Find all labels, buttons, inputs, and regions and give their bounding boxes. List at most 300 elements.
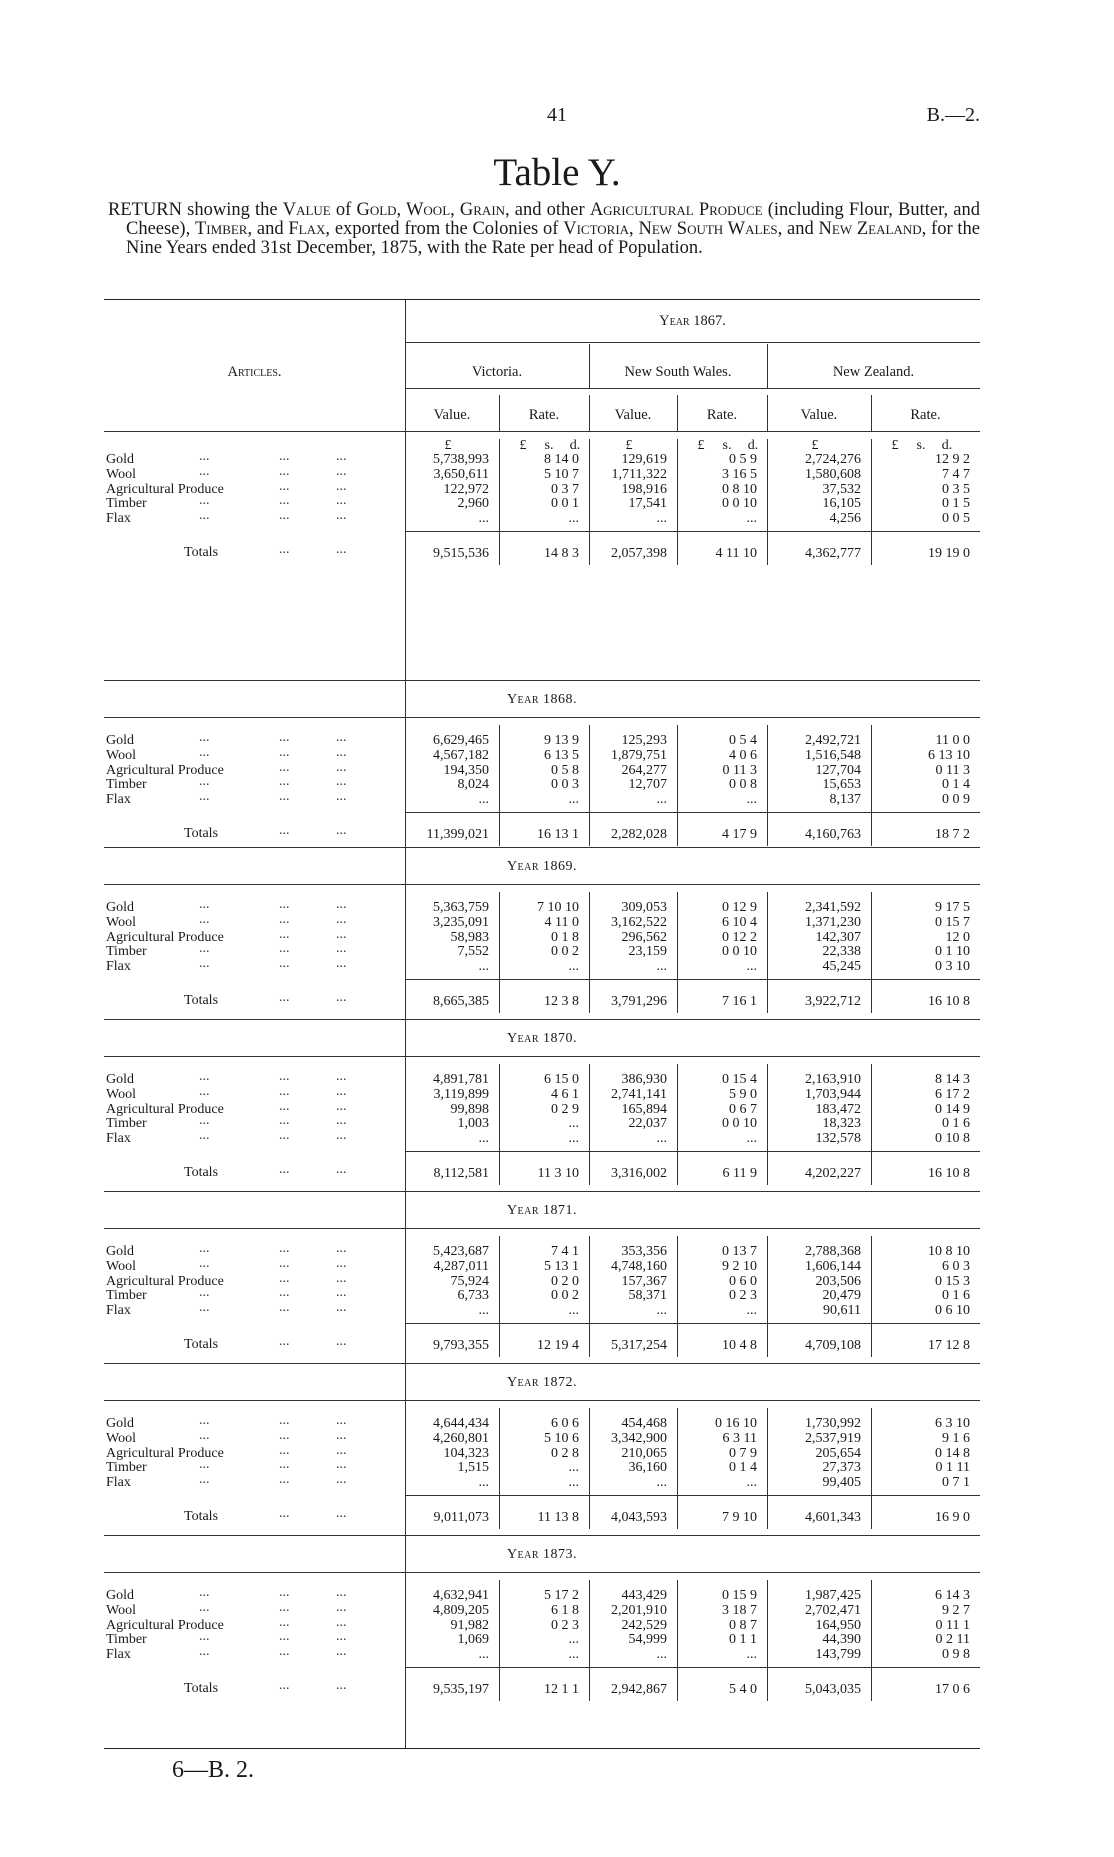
totals-label: Totals bbox=[184, 826, 219, 841]
rate-cell: 0 12 2 bbox=[722, 929, 757, 945]
value-cell: 22,037 bbox=[628, 1116, 667, 1132]
rate-cell: ... bbox=[568, 1475, 579, 1491]
leader-dots: ... bbox=[199, 1113, 210, 1129]
value-cell: 4,632,941 bbox=[433, 1588, 489, 1603]
value-cell: 2,492,721 bbox=[805, 733, 861, 748]
leader-dots: ... bbox=[336, 508, 347, 524]
export-table bbox=[104, 299, 980, 1749]
leader-dots: ... bbox=[279, 1334, 290, 1349]
table-title: Table Y. bbox=[493, 151, 621, 194]
unit-lsd: s. bbox=[916, 438, 926, 453]
leader-dots: ... bbox=[199, 493, 210, 509]
totals-label: Totals bbox=[184, 545, 219, 560]
rate-cell: 0 11 3 bbox=[722, 762, 757, 778]
value-cell: 132,578 bbox=[815, 1131, 861, 1147]
leader-dots: ... bbox=[336, 911, 347, 927]
value-cell: 1,606,144 bbox=[805, 1258, 861, 1274]
value-cell: 157,367 bbox=[621, 1273, 667, 1289]
leader-dots: ... bbox=[336, 823, 347, 838]
rate-cell: 5 13 1 bbox=[544, 1258, 579, 1274]
article-label: Gold bbox=[106, 452, 134, 467]
intro-text: for the Nine Years ended 31st December, 1875, with the Rate per head of Population. bbox=[126, 219, 980, 258]
leader-dots: ... bbox=[279, 1300, 290, 1316]
rate-cell: 0 7 9 bbox=[729, 1445, 757, 1461]
value-cell: ... bbox=[656, 1475, 667, 1491]
rate-cell: 0 11 1 bbox=[935, 1617, 970, 1633]
rate-cell: 3 16 5 bbox=[722, 466, 757, 482]
value-cell: 194,350 bbox=[443, 762, 489, 778]
unit-lsd: d. bbox=[747, 438, 759, 453]
leader-dots: ... bbox=[336, 789, 347, 805]
totals-cell: 17 0 6 bbox=[935, 1682, 970, 1697]
value-cell: 183,472 bbox=[815, 1101, 861, 1117]
totals-cell: 4,601,343 bbox=[805, 1510, 861, 1525]
page-footer: 6—B. 2. bbox=[172, 1757, 255, 1783]
value-cell: 16,105 bbox=[822, 496, 861, 512]
article-label: Gold bbox=[106, 1416, 134, 1431]
value-cell: ... bbox=[478, 792, 489, 808]
rate-cell: 0 1 6 bbox=[942, 1116, 970, 1132]
rate-cell: 0 2 9 bbox=[551, 1101, 579, 1117]
article-label: Gold bbox=[106, 1072, 134, 1087]
leader-dots: ... bbox=[199, 463, 210, 479]
article-label: Gold bbox=[106, 1244, 134, 1259]
leader-dots: ... bbox=[279, 1599, 290, 1615]
totals-cell: 5 4 0 bbox=[729, 1682, 757, 1697]
intro-smallcaps: Victoria, New South Wales, bbox=[563, 219, 783, 239]
article-label: Flax bbox=[106, 1475, 131, 1491]
rate-cell: 7 10 10 bbox=[537, 900, 579, 915]
rate-cell: ... bbox=[746, 511, 757, 527]
value-cell: 2,788,368 bbox=[805, 1244, 861, 1259]
article-label: Timber bbox=[106, 1288, 147, 1304]
totals-cell: 10 4 8 bbox=[722, 1338, 757, 1353]
article-label: Flax bbox=[106, 1647, 131, 1663]
leader-dots: ... bbox=[199, 789, 210, 805]
leader-dots: ... bbox=[199, 911, 210, 927]
article-label: Agricultural Produce bbox=[106, 762, 224, 778]
value-cell: 75,924 bbox=[450, 1273, 489, 1289]
rate-cell: ... bbox=[568, 1632, 579, 1648]
article-label: Wool bbox=[106, 747, 136, 763]
totals-cell: 9,515,536 bbox=[433, 546, 489, 561]
leader-dots: ... bbox=[336, 1285, 347, 1301]
value-cell: ... bbox=[656, 959, 667, 975]
rate-cell: 7 4 7 bbox=[942, 466, 970, 482]
article-label: Flax bbox=[106, 1303, 131, 1319]
rate-cell: 0 6 7 bbox=[729, 1101, 757, 1117]
value-cell: 20,479 bbox=[822, 1288, 861, 1304]
leader-dots: ... bbox=[336, 1300, 347, 1316]
value-cell: 1,003 bbox=[457, 1116, 489, 1132]
value-cell: 127,704 bbox=[815, 762, 861, 778]
value-cell: 36,160 bbox=[628, 1460, 667, 1476]
rate-cell: 0 3 5 bbox=[942, 481, 970, 497]
leader-dots: ... bbox=[279, 911, 290, 927]
totals-cell: 17 12 8 bbox=[928, 1338, 970, 1353]
year-header: Year 1867. bbox=[659, 313, 726, 329]
rate-cell: 6 1 8 bbox=[551, 1602, 579, 1618]
articles-header: Articles. bbox=[227, 364, 282, 380]
totals-cell: 2,282,028 bbox=[611, 827, 667, 842]
totals-cell: 4 17 9 bbox=[722, 827, 757, 842]
totals-cell: 16 10 8 bbox=[928, 1166, 970, 1181]
table-description bbox=[108, 201, 980, 258]
leader-dots: ... bbox=[199, 1472, 210, 1488]
leader-dots: ... bbox=[199, 1128, 210, 1144]
unit-lsd: £ bbox=[519, 438, 527, 453]
article-label: Timber bbox=[106, 1632, 147, 1648]
section-rule bbox=[104, 1019, 980, 1020]
totals-cell: 4,202,227 bbox=[805, 1166, 861, 1181]
rate-cell: 0 0 8 bbox=[729, 777, 757, 793]
rate-cell: 0 12 9 bbox=[722, 900, 757, 915]
value-header: Value. bbox=[614, 407, 652, 423]
leader-dots: ... bbox=[336, 1069, 347, 1084]
value-cell: 2,702,471 bbox=[805, 1602, 861, 1618]
rate-cell: 0 2 3 bbox=[729, 1288, 757, 1304]
totals-cell: 18 7 2 bbox=[935, 827, 970, 842]
value-cell: 4,809,205 bbox=[433, 1602, 489, 1618]
totals-rule bbox=[405, 1667, 980, 1668]
value-cell: 18,323 bbox=[822, 1116, 861, 1132]
totals-cell: 7 9 10 bbox=[722, 1510, 757, 1525]
section-rule bbox=[104, 680, 980, 681]
value-cell: 5,738,993 bbox=[433, 452, 489, 467]
value-cell: 44,390 bbox=[822, 1632, 861, 1648]
leader-dots: ... bbox=[279, 1098, 290, 1114]
rate-cell: 0 6 0 bbox=[729, 1273, 757, 1289]
leader-dots: ... bbox=[336, 1113, 347, 1129]
rate-cell: 4 0 6 bbox=[729, 747, 757, 763]
leader-dots: ... bbox=[279, 1442, 290, 1458]
rate-cell: 5 9 0 bbox=[729, 1086, 757, 1102]
rate-cell: 6 3 10 bbox=[935, 1416, 970, 1431]
section-rule bbox=[104, 847, 980, 848]
unit-lsd: s. bbox=[544, 438, 554, 453]
leader-dots: ... bbox=[199, 1427, 210, 1443]
leader-dots: ... bbox=[279, 1413, 290, 1428]
section-rule bbox=[104, 1400, 980, 1401]
leader-dots: ... bbox=[336, 774, 347, 790]
rate-cell: 0 2 8 bbox=[551, 1445, 579, 1461]
totals-rule bbox=[405, 531, 980, 532]
leader-dots: ... bbox=[336, 478, 347, 494]
rate-cell: 11 0 0 bbox=[935, 733, 970, 748]
totals-cell: 7 16 1 bbox=[722, 994, 757, 1009]
article-label: Agricultural Produce bbox=[106, 1273, 224, 1289]
value-cell: 58,371 bbox=[628, 1288, 667, 1304]
leader-dots: ... bbox=[279, 730, 290, 745]
leader-dots: ... bbox=[336, 1241, 347, 1256]
intro-text: and bbox=[252, 219, 289, 239]
value-header: Value. bbox=[433, 407, 471, 423]
rate-cell: 0 6 10 bbox=[935, 1303, 970, 1319]
totals-cell: 3,316,002 bbox=[611, 1166, 667, 1181]
leader-dots: ... bbox=[279, 956, 290, 972]
value-cell: 1,730,992 bbox=[805, 1416, 861, 1431]
rate-cell: 0 8 10 bbox=[722, 481, 757, 497]
leader-dots: ... bbox=[336, 1678, 347, 1693]
rate-cell: ... bbox=[746, 1475, 757, 1491]
rate-cell: 0 0 1 bbox=[551, 496, 579, 512]
rate-cell: 0 5 4 bbox=[729, 733, 757, 748]
value-cell: 264,277 bbox=[621, 762, 667, 778]
unit-pound: £ bbox=[811, 438, 819, 453]
rate-cell: 6 0 3 bbox=[942, 1258, 970, 1274]
leader-dots: ... bbox=[279, 1241, 290, 1256]
intro-smallcaps: Agricultural Produce bbox=[589, 200, 763, 220]
leader-dots: ... bbox=[279, 1113, 290, 1129]
value-cell: 2,201,910 bbox=[611, 1602, 667, 1618]
totals-cell: 2,057,398 bbox=[611, 546, 667, 561]
rate-cell: 9 1 6 bbox=[942, 1430, 970, 1446]
value-cell: 7,552 bbox=[457, 944, 489, 960]
leader-dots: ... bbox=[279, 542, 290, 557]
totals-cell: 12 3 8 bbox=[544, 994, 579, 1009]
value-cell: 4,748,160 bbox=[611, 1258, 667, 1274]
leader-dots: ... bbox=[336, 1334, 347, 1349]
leader-dots: ... bbox=[336, 759, 347, 775]
value-cell: 2,960 bbox=[457, 496, 489, 512]
value-cell: 37,532 bbox=[822, 481, 861, 497]
rate-cell: ... bbox=[568, 792, 579, 808]
rate-cell: 0 0 2 bbox=[551, 1288, 579, 1304]
leader-dots: ... bbox=[279, 1128, 290, 1144]
rate-cell: ... bbox=[746, 1303, 757, 1319]
rate-cell: ... bbox=[568, 1131, 579, 1147]
rate-cell: 0 0 5 bbox=[942, 511, 970, 527]
year-label: Year 1870. bbox=[506, 1031, 578, 1046]
value-cell: ... bbox=[656, 1303, 667, 1319]
leader-dots: ... bbox=[279, 1585, 290, 1600]
rate-cell: 0 1 11 bbox=[935, 1460, 970, 1476]
rate-header: Rate. bbox=[528, 407, 560, 423]
leader-dots: ... bbox=[336, 730, 347, 745]
rate-cell: ... bbox=[746, 792, 757, 808]
value-cell: 27,373 bbox=[822, 1460, 861, 1476]
leader-dots: ... bbox=[336, 449, 347, 464]
leader-dots: ... bbox=[279, 1427, 290, 1443]
value-cell: 1,516,548 bbox=[805, 747, 861, 763]
article-label: Flax bbox=[106, 1131, 131, 1147]
leader-dots: ... bbox=[279, 1083, 290, 1099]
leader-dots: ... bbox=[279, 1472, 290, 1488]
rate-cell: ... bbox=[568, 1303, 579, 1319]
leader-dots: ... bbox=[279, 1614, 290, 1630]
rate-cell: 8 14 0 bbox=[544, 452, 579, 467]
year-label: Year 1869. bbox=[506, 859, 578, 874]
rate-cell: 0 2 3 bbox=[551, 1617, 579, 1633]
leader-dots: ... bbox=[279, 1506, 290, 1521]
totals-cell: 3,922,712 bbox=[805, 994, 861, 1009]
leader-dots: ... bbox=[199, 1255, 210, 1271]
value-cell: 5,423,687 bbox=[433, 1244, 489, 1259]
leader-dots: ... bbox=[199, 774, 210, 790]
rate-cell: 9 2 7 bbox=[942, 1602, 970, 1618]
totals-cell: 19 19 0 bbox=[928, 546, 970, 561]
value-cell: 3,342,900 bbox=[611, 1430, 667, 1446]
rate-cell: 0 14 9 bbox=[935, 1101, 970, 1117]
rate-cell: 0 2 0 bbox=[551, 1273, 579, 1289]
section-rule bbox=[104, 1572, 980, 1573]
rate-cell: 4 6 1 bbox=[551, 1086, 579, 1102]
value-cell: 165,894 bbox=[621, 1101, 667, 1117]
rate-cell: 0 0 2 bbox=[551, 944, 579, 960]
rate-cell: ... bbox=[568, 959, 579, 975]
article-label: Timber bbox=[106, 777, 147, 793]
leader-dots: ... bbox=[279, 897, 290, 912]
year-label: Year 1871. bbox=[506, 1203, 578, 1218]
article-label: Wool bbox=[106, 466, 136, 482]
rate-cell: 0 3 7 bbox=[551, 481, 579, 497]
value-cell: 122,972 bbox=[443, 481, 489, 497]
value-cell: ... bbox=[656, 511, 667, 527]
value-cell: 205,654 bbox=[815, 1445, 861, 1461]
intro-smallcaps: Timber, bbox=[195, 219, 253, 239]
rate-cell: 0 15 9 bbox=[722, 1588, 757, 1603]
value-cell: 3,119,899 bbox=[433, 1086, 489, 1102]
unit-lsd: d. bbox=[569, 438, 581, 453]
rate-cell: ... bbox=[746, 1131, 757, 1147]
colony-header-new-zealand: New Zealand. bbox=[832, 364, 915, 380]
rate-cell: 0 15 4 bbox=[722, 1072, 757, 1087]
document-reference: B.—2. bbox=[926, 104, 980, 126]
leader-dots: ... bbox=[279, 508, 290, 524]
intro-text: and bbox=[782, 219, 819, 239]
rate-cell: 0 14 8 bbox=[935, 1445, 970, 1461]
value-cell: 8,137 bbox=[829, 792, 861, 808]
leader-dots: ... bbox=[199, 1457, 210, 1473]
leader-dots: ... bbox=[199, 897, 210, 912]
totals-cell: 6 11 9 bbox=[722, 1166, 757, 1181]
totals-cell: 9,535,197 bbox=[433, 1682, 489, 1697]
leader-dots: ... bbox=[279, 941, 290, 957]
rate-cell: ... bbox=[568, 1460, 579, 1476]
rate-cell: 0 1 4 bbox=[942, 777, 970, 793]
section-rule bbox=[104, 1535, 980, 1536]
value-cell: 104,323 bbox=[443, 1445, 489, 1461]
value-cell: 242,529 bbox=[621, 1617, 667, 1633]
unit-pound: £ bbox=[444, 438, 452, 453]
rate-cell: 0 0 10 bbox=[722, 944, 757, 960]
leader-dots: ... bbox=[199, 1599, 210, 1615]
rate-cell: 0 8 7 bbox=[729, 1617, 757, 1633]
section-rule bbox=[104, 1191, 980, 1192]
totals-cell: 14 8 3 bbox=[544, 546, 579, 561]
article-label: Wool bbox=[106, 1602, 136, 1618]
year-label: Year 1868. bbox=[506, 692, 578, 707]
rate-cell: 12 0 bbox=[945, 929, 970, 945]
leader-dots: ... bbox=[336, 542, 347, 557]
value-cell: 4,256 bbox=[829, 511, 861, 527]
intro-smallcaps: New Zealand, bbox=[818, 219, 927, 239]
article-label: Agricultural Produce bbox=[106, 1101, 224, 1117]
article-label: Flax bbox=[106, 959, 131, 975]
value-cell: 4,891,781 bbox=[433, 1072, 489, 1087]
value-cell: 17,541 bbox=[628, 496, 667, 512]
leader-dots: ... bbox=[279, 478, 290, 494]
article-label: Gold bbox=[106, 900, 134, 915]
value-cell: 1,371,230 bbox=[805, 914, 861, 930]
rate-cell: 0 1 5 bbox=[942, 496, 970, 512]
leader-dots: ... bbox=[336, 463, 347, 479]
leader-dots: ... bbox=[336, 1255, 347, 1271]
rate-cell: 0 15 7 bbox=[935, 914, 970, 930]
value-cell: 142,307 bbox=[815, 929, 861, 945]
article-label: Flax bbox=[106, 792, 131, 808]
value-cell: 6,733 bbox=[457, 1288, 489, 1304]
unit-lsd: £ bbox=[697, 438, 705, 453]
article-label: Wool bbox=[106, 1086, 136, 1102]
rate-cell: 0 0 9 bbox=[942, 792, 970, 808]
value-cell: 4,644,434 bbox=[433, 1416, 489, 1431]
leader-dots: ... bbox=[199, 1083, 210, 1099]
rate-cell: 9 17 5 bbox=[935, 900, 970, 915]
rate-header: Rate. bbox=[706, 407, 738, 423]
leader-dots: ... bbox=[279, 463, 290, 479]
rate-cell: 0 15 3 bbox=[935, 1273, 970, 1289]
value-cell: 198,916 bbox=[621, 481, 667, 497]
header-rule bbox=[405, 342, 980, 343]
leader-dots: ... bbox=[336, 941, 347, 957]
totals-rule bbox=[405, 1151, 980, 1152]
leader-dots: ... bbox=[336, 1083, 347, 1099]
rate-cell: 0 5 8 bbox=[551, 762, 579, 778]
value-cell: 2,741,141 bbox=[611, 1086, 667, 1102]
totals-cell: 12 19 4 bbox=[537, 1338, 579, 1353]
article-label: Wool bbox=[106, 1258, 136, 1274]
totals-cell: 4,160,763 bbox=[805, 827, 861, 842]
leader-dots: ... bbox=[279, 1069, 290, 1084]
value-cell: 2,163,910 bbox=[805, 1072, 861, 1087]
leader-dots: ... bbox=[199, 1285, 210, 1301]
leader-dots: ... bbox=[199, 1585, 210, 1600]
leader-dots: ... bbox=[279, 1678, 290, 1693]
rate-cell: 0 0 10 bbox=[722, 1116, 757, 1132]
leader-dots: ... bbox=[199, 1629, 210, 1645]
value-cell: 1,879,751 bbox=[611, 747, 667, 763]
rate-cell: 0 10 8 bbox=[935, 1131, 970, 1147]
leader-dots: ... bbox=[279, 744, 290, 760]
rate-cell: 10 8 10 bbox=[928, 1244, 970, 1259]
unit-lsd: £ bbox=[891, 438, 899, 453]
value-cell: 143,799 bbox=[815, 1647, 861, 1663]
totals-cell: 16 13 1 bbox=[537, 827, 579, 842]
leader-dots: ... bbox=[279, 449, 290, 464]
leader-dots: ... bbox=[336, 1413, 347, 1428]
rate-cell: 6 13 10 bbox=[928, 747, 970, 763]
rate-cell: 6 10 4 bbox=[722, 914, 757, 930]
leader-dots: ... bbox=[336, 1162, 347, 1177]
rate-cell: 0 13 7 bbox=[722, 1244, 757, 1259]
page-number: 41 bbox=[547, 104, 567, 126]
leader-dots: ... bbox=[279, 1162, 290, 1177]
totals-rule bbox=[405, 1495, 980, 1496]
value-cell: 296,562 bbox=[621, 929, 667, 945]
leader-dots: ... bbox=[279, 759, 290, 775]
value-cell: 3,162,522 bbox=[611, 914, 667, 930]
leader-dots: ... bbox=[336, 1427, 347, 1443]
rate-cell: 0 11 3 bbox=[935, 762, 970, 778]
rate-cell: 6 13 5 bbox=[544, 747, 579, 763]
rate-cell: 0 1 6 bbox=[942, 1288, 970, 1304]
leader-dots: ... bbox=[279, 774, 290, 790]
unit-lsd: s. bbox=[722, 438, 732, 453]
rate-cell: 0 1 8 bbox=[551, 929, 579, 945]
rate-cell: 0 2 11 bbox=[935, 1632, 970, 1648]
value-cell: 4,567,182 bbox=[433, 747, 489, 763]
